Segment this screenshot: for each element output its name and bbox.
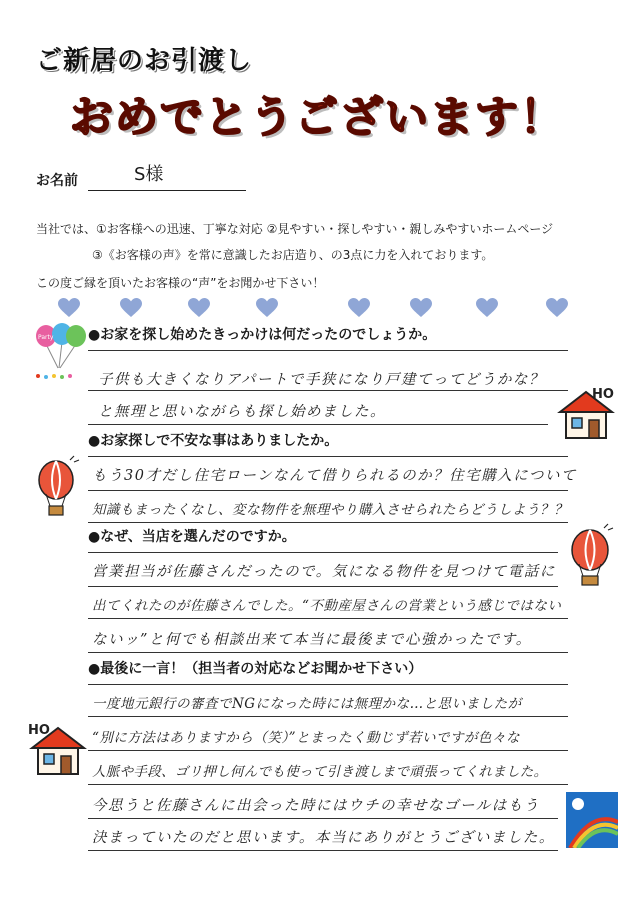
answer-3-line-2: 出てくれたのが佐藤さんでした。“不動産屋さんの営業という感じではない [92,598,562,614]
question-3-text: なぜ、当店を選んだのですか。 [100,529,296,545]
rule [88,618,568,619]
rule [88,850,558,851]
answer-3-line-1: 営業担当が佐藤さんだったので。気になる物件を見つけて電話に [92,564,556,580]
rule [88,684,568,685]
balloon-text: Party [38,334,54,341]
question-2-text: お家探しで不安な事はありましたか。 [100,433,339,449]
answer-4-line-5: 決まっていたのだと思います。本当にありがとうございました。 [92,830,555,846]
rule [88,522,568,523]
rule [88,750,568,751]
house-icon [26,722,90,780]
question-4: ●最後に一言！（担当者の対応などお聞かせ下さい） [88,661,423,677]
heart-icon [188,298,210,318]
rainbow-icon [566,792,618,848]
heart-icon [58,298,80,318]
intro-line-1: 当社では、①お客様への迅速、丁寧な対応 ②見やすい・探しやすい・親しみやすいホームページ [36,222,554,236]
answer-4-line-2: “別に方法はありますから（笑）”とまったく動じず若いですが色々な [92,730,521,746]
rule [88,424,548,425]
answer-3-line-3: ないッ”と何でも相談出来て本当に最後まで心強かったです。 [92,632,532,648]
question-4-text: 最後に一言！（担当者の対応などお聞かせ下さい） [100,661,423,677]
house-icon [556,386,618,444]
rule [88,818,558,819]
rule [88,784,568,785]
rule [88,552,558,553]
heart-icon [410,298,432,318]
rule [88,716,568,717]
hot-air-balloon-icon [566,522,616,590]
house-label: HO [592,387,614,402]
question-1: ●お家を探し始めたきっかけは何だったのでしょうか。 [88,327,437,343]
intro-line-2: ③《お客様の声》を常に意識したお店造り、の3点に力を入れております。 [92,248,494,262]
heart-icon [120,298,142,318]
rule [88,456,568,457]
hot-air-balloon-icon [34,454,82,520]
answer-2-line-2: 知識もまったくなし、変な物件を無理やり購入させられたらどうしよう？？ [92,502,568,518]
house-label: HO [28,723,50,738]
answer-4-line-4: 今思うと佐藤さんに出会った時にはウチの幸せなゴールはもう [92,798,540,814]
rule [88,350,568,351]
page-title: おめでとうございます！ [70,93,565,143]
rule [88,490,568,491]
heart-icon [256,298,278,318]
answer-4-line-3: 人脈や手段、ゴリ押し何んでも使って引き渡しまで頑張ってくれました。 [92,764,548,780]
rule [88,652,568,653]
question-3: ●なぜ、当店を選んだのですか。 [88,529,296,545]
intro-line-3: この度ご縁を頂いたお客様の“声”をお聞かせ下さい！ [36,276,325,290]
balloons-icon [32,322,90,382]
question-1-text: お家を探し始めたきっかけは何だったのでしょうか。 [100,327,437,343]
customer-name: S様 [134,164,164,185]
heart-icon [476,298,498,318]
heart-icon [348,298,370,318]
answer-1-line-2: と無理と思いながらも探し始めました。 [98,404,386,420]
rule [88,586,558,587]
heart-icon [546,298,568,318]
name-label: お名前 [36,173,78,189]
question-2: ●お家探しで不安な事はありましたか。 [88,433,339,449]
rule [88,390,568,391]
answer-4-line-1: 一度地元銀行の審査でNGになった時には無理かな…と思いましたが [92,696,522,712]
answer-2-line-1: もう30才だし住宅ローンなんて借りられるのか？住宅購入について [92,468,577,484]
subtitle: ご新居のお引渡し [36,46,253,76]
answer-1-line-1: 子供も大きくなりアパートで手狭になり戸建てってどうかな？ [98,372,545,388]
name-underline [88,190,246,191]
